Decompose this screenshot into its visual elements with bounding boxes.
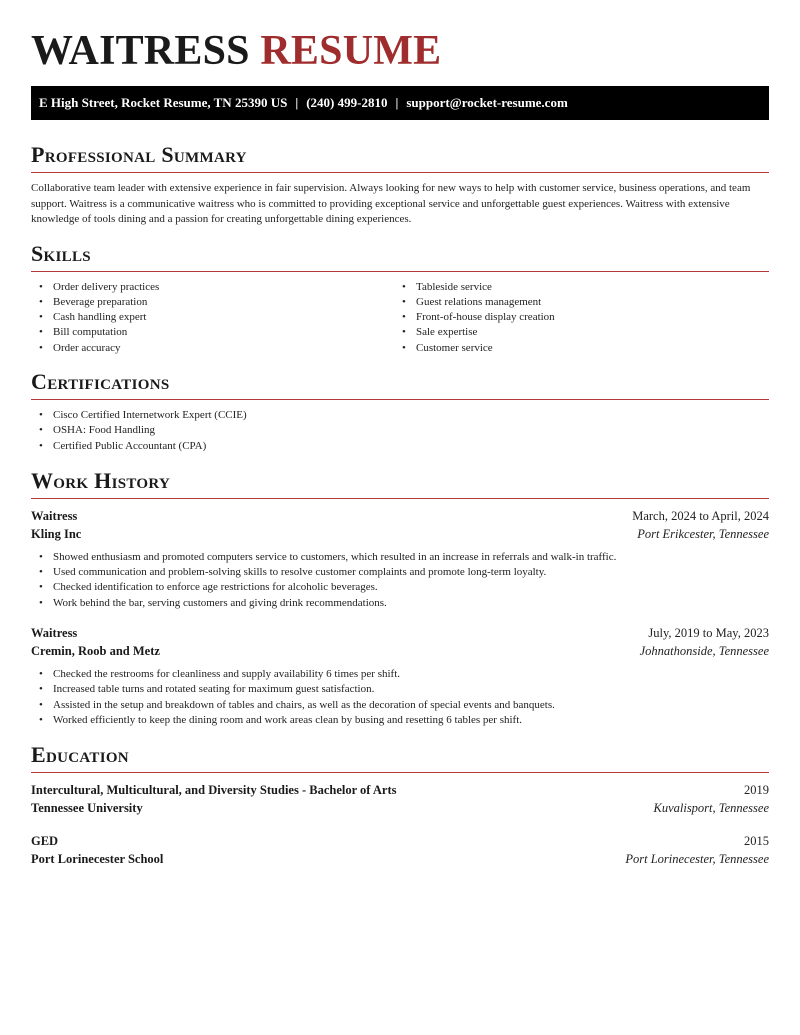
certification-item: • OSHA: Food Handling	[31, 423, 769, 438]
summary-section	[31, 142, 769, 228]
job-company: Cremin, Roob and Metz	[31, 644, 160, 659]
job-duty: • Checked identification to enforce age restrictions for alcoholic beverages.	[31, 580, 769, 595]
job-dates: March, 2024 to April, 2024	[632, 508, 769, 523]
job-duty: • Used communication and problem-solving skills to resolve customer complaints and promote long-term loyalty.	[31, 565, 769, 580]
education-school: Tennessee University	[31, 801, 143, 816]
education-year: 2019	[744, 783, 769, 798]
education-degree-row	[31, 781, 769, 799]
education-degree: GED	[31, 834, 59, 849]
education-degree: Intercultural, Multicultural, and Diversity Studies - Bachelor of Arts	[31, 783, 397, 798]
section-heading: Professional Summary	[31, 142, 247, 167]
job-dates: July, 2019 to May, 2023	[648, 626, 769, 641]
section-divider	[31, 172, 769, 173]
contact-address: E High Street, Rocket Resume, TN 25390 US	[39, 95, 288, 110]
education-entry	[31, 781, 769, 817]
resume-title	[31, 0, 769, 75]
section-divider	[31, 271, 769, 272]
job-location: Johnathonside, Tennessee	[639, 644, 769, 659]
job-header-row	[31, 507, 769, 525]
skill-item: • Guest relations management	[394, 295, 757, 310]
skill-item: • Bill computation	[31, 325, 394, 340]
education-year: 2015	[744, 834, 769, 849]
section-divider	[31, 772, 769, 773]
job-company-row	[31, 642, 769, 660]
certification-item: • Certified Public Accountant (CPA)	[31, 439, 769, 454]
contact-bar	[31, 86, 769, 120]
section-heading: Skills	[31, 240, 91, 266]
education-degree-row	[31, 832, 769, 850]
skill-item: • Beverage preparation	[31, 295, 394, 310]
education-school: Port Lorinecester School	[31, 852, 164, 867]
certification-item: • Cisco Certified Internetwork Expert (CCIE)	[31, 408, 769, 423]
job-entry	[31, 624, 769, 728]
skill-item: • Order delivery practices	[31, 280, 394, 295]
job-duty: • Checked the restrooms for cleanliness and supply availability 6 times per shift.	[31, 667, 769, 682]
summary-text: Collaborative team leader with extensive experience in fair supervision. Always looking for new ways to help with customer service, business operations, and team support. Waitress is a communicative waitress who is committed to providing exceptional service and unforgettable guest experiences. Waitress with extensive knowledge of tools dining and a passion for creating unforgettable dining experiences.	[31, 182, 751, 225]
contact-email: support@rocket-resume.com	[406, 95, 568, 110]
job-duties	[31, 550, 769, 611]
education-location: Port Lorinecester, Tennessee	[625, 852, 769, 867]
skill-item: • Tableside service	[394, 280, 757, 295]
skill-item: • Front-of-house display creation	[394, 310, 757, 325]
job-duty: • Worked efficiently to keep the dining room and work areas clean by busing and resetting 6 tables per shift.	[31, 713, 769, 728]
contact-phone: (240) 499-2810	[306, 95, 388, 110]
skills-list-right	[394, 280, 757, 356]
education-entry	[31, 832, 769, 868]
skill-item: • Sale expertise	[394, 325, 757, 340]
contact-separator: |	[395, 95, 399, 110]
section-heading: Work History	[31, 467, 171, 493]
resume-page	[31, 0, 769, 868]
job-duty: • Assisted in the setup and breakdown of tables and chairs, as well as the decoration of special events and banquets.	[31, 698, 769, 713]
contact-separator: |	[295, 95, 299, 110]
job-company: Kling Inc	[31, 526, 82, 541]
education-school-row	[31, 799, 769, 817]
skills-columns	[31, 280, 769, 356]
section-divider	[31, 399, 769, 400]
skills-section	[31, 241, 769, 356]
job-duties	[31, 667, 769, 728]
education-location: Kuvalisport, Tennessee	[653, 801, 769, 816]
title-accent: RESUME	[260, 28, 442, 74]
job-title: Waitress	[31, 508, 78, 523]
skill-item: • Order accuracy	[31, 341, 394, 356]
education-school-row	[31, 850, 769, 868]
job-location: Port Erikcester, Tennessee	[637, 526, 769, 541]
job-company-row	[31, 525, 769, 543]
education-section	[31, 742, 769, 868]
section-heading: Education	[31, 742, 129, 768]
job-entry	[31, 507, 769, 611]
job-duty: • Increased table turns and rotated seating for maximum guest satisfaction.	[31, 682, 769, 697]
title-main: WAITRESS	[31, 28, 250, 74]
job-header-row	[31, 624, 769, 642]
section-heading: Certifications	[31, 368, 170, 394]
job-title: Waitress	[31, 626, 78, 641]
job-duty: • Showed enthusiasm and promoted computers service to customers, which resulted in an increase in referrals and walk-in traffic.	[31, 550, 769, 565]
section-divider	[31, 498, 769, 499]
job-duty: • Work behind the bar, serving customers and giving drink recommendations.	[31, 596, 769, 611]
skill-item: • Cash handling expert	[31, 310, 394, 325]
skill-item: • Customer service	[394, 341, 757, 356]
certifications-list	[31, 408, 769, 454]
work-section	[31, 468, 769, 728]
skills-list-left	[31, 280, 394, 356]
certifications-section	[31, 369, 769, 454]
